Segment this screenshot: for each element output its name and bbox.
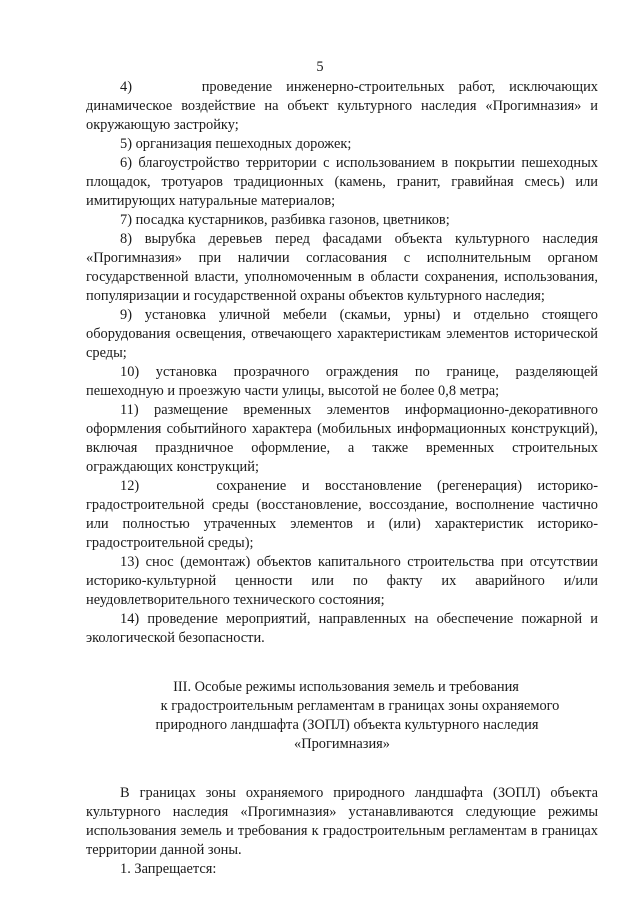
clause-heading: 1. Запрещается: bbox=[120, 861, 217, 877]
list-item: 7) посадка кустарников, разбивка газонов, цветников; bbox=[120, 212, 450, 228]
list-item: 14) проведение мероприятий, направленных на обеспечение пожарной и экологической безопасности. bbox=[86, 611, 598, 646]
section-heading-line: к градостроительным регламентам в границах зоны охраняемого bbox=[160, 698, 560, 714]
list-item: 6) благоустройство территории с использованием в покрытии пешеходных площадок, тротуаров традиционных (камень, гранит, гравийная смесь) или имитирующих натуральные материалов; bbox=[86, 155, 598, 209]
list-item: 10) установка прозрачного ограждения по границе, разделяющей пешеходную и проезжую части улицы, высотой не более 0,8 метра; bbox=[86, 364, 598, 399]
section-heading-line: III. Особые режимы использования земель и требования bbox=[173, 679, 519, 695]
list-item: 13) снос (демонтаж) объектов капитального строительства при отсутствии историко-культурной ценности или по факту их аварийного и/или неудовлетворительного технического состояния; bbox=[86, 554, 598, 608]
allowed-works-list bbox=[86, 78, 598, 648]
section-heading-line: «Прогимназия» bbox=[294, 736, 390, 752]
section-heading bbox=[86, 678, 598, 754]
list-item: 5) организация пешеходных дорожек; bbox=[120, 136, 352, 152]
list-item: 9) установка уличной мебели (скамьи, урны) и отдельно стоящего оборудования освещения, отвечающего характеристикам элементов исторической среды; bbox=[86, 307, 598, 361]
list-item: 8) вырубка деревьев перед фасадами объекта культурного наследия «Прогимназия» при наличии согласования с исполнительным органом государственной власти, уполномоченным в области сохранения, использования, популяризации и государственной охраны объектов культурного наследия; bbox=[86, 231, 598, 304]
section-heading-line: природного ландшафта (ЗОПЛ) объекта культурного наследия bbox=[155, 717, 539, 733]
list-item: 12) сохранение и восстановление (регенерация) историко-градостроительной среды (восстановление, воссоздание, восполнение частично или полностью утраченных элементов и (или) характеристик историко-градостроительной среды); bbox=[86, 478, 598, 551]
list-item: 4) проведение инженерно-строительных работ, исключающих динамическое воздействие на объект культурного наследия «Прогимназия» и окружающую застройку; bbox=[86, 79, 598, 133]
intro-paragraph: В границах зоны охраняемого природного ландшафта (ЗОПЛ) объекта культурного наследия «Прогимназия» устанавливаются следующие режимы использования земель и требования к градостроительным регламентам в границах территории данной зоны. bbox=[86, 785, 598, 858]
page-number: 5 bbox=[316, 59, 324, 75]
document-body bbox=[86, 78, 598, 879]
list-item: 11) размещение временных элементов информационно-декоративного оформления событийного характера (мобильных информационных конструкций), включая праздничное оформление, а также временных строительных ограждающих конструкций; bbox=[86, 402, 598, 475]
